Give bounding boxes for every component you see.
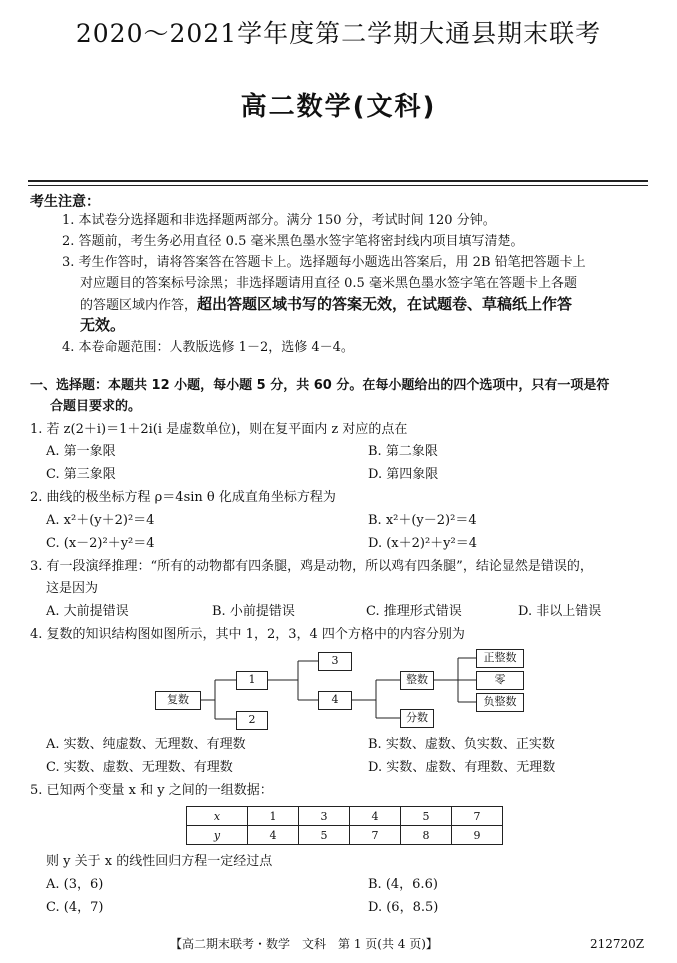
q2-option-b: B. x²＋(y－2)²＝4: [368, 513, 477, 528]
q4-option-c: C. 实数、虚数、无理数、有理数: [46, 760, 233, 775]
q5-data-table: [186, 806, 503, 845]
diagram-box-3: 3: [318, 652, 352, 671]
diagram-box-negative-integer: 负整数: [476, 693, 524, 712]
notice-item-3-cont2: [80, 294, 572, 316]
q3-option-c: C. 推理形式错误: [366, 604, 462, 619]
notice-item-2: 2. 答题前，考生务必用直径 0.5 毫米黑色墨水签字笔将密封线内项目填写清楚。: [62, 234, 524, 249]
q3-option-b: B. 小前提错误: [212, 604, 295, 619]
diagram-box-4: 4: [318, 691, 352, 710]
table-cell: 5: [401, 807, 452, 826]
footer-code: 212720Z: [590, 937, 645, 951]
q5-option-b: B. (4，6.6): [368, 877, 438, 892]
notice-item-3-text: 的答题区域内作答，: [80, 298, 198, 313]
table-row: [187, 807, 503, 826]
diagram-box-1: 1: [236, 671, 268, 690]
q2-option-d: D. (x＋2)²＋y²＝4: [368, 536, 478, 551]
diagram-box-positive-integer: 正整数: [476, 649, 524, 668]
table-row: [187, 826, 503, 845]
table-cell: 8: [401, 826, 452, 845]
q1-option-a: A. 第一象限: [46, 444, 116, 459]
footer-page-info: 【高二期末联考・数学 文科 第 1 页(共 4 页)】: [170, 937, 438, 951]
exam-subtitle: 高二数学(文科): [240, 92, 437, 122]
table-header-x: x: [187, 807, 248, 826]
q1-stem: 1. 若 z(2＋i)＝1＋2i(i 是虚数单位)，则在复平面内 z 对应的点在: [30, 422, 408, 437]
q3-option-a: A. 大前提错误: [46, 604, 129, 619]
q3-stem-cont: 这是因为: [46, 581, 99, 596]
table-header-y: y: [187, 826, 248, 845]
q5-option-c: C. (4，7): [46, 900, 104, 915]
table-cell: 5: [299, 826, 350, 845]
top-rule-thin: [28, 185, 648, 186]
notice-warning-end: 无效。: [80, 316, 126, 334]
notice-warning: 超出答题区域书写的答案无效，在试题卷、草稿纸上作答: [197, 295, 573, 313]
q4-stem: 4. 复数的知识结构图如图所示，其中 1，2，3，4 四个方格中的内容分别为: [30, 627, 465, 642]
diagram-box-root: 复数: [155, 691, 201, 710]
q5-stem: 5. 已知两个变量 x 和 y 之间的一组数据：: [30, 783, 273, 798]
table-cell: 1: [248, 807, 299, 826]
diagram-box-integer: 整数: [400, 671, 434, 690]
q3-option-d: D. 非以上错误: [518, 604, 602, 619]
exam-title: 2020～2021学年度第二学期大通县期末联考: [75, 19, 602, 48]
q4-option-d: D. 实数、虚数、有理数、无理数: [368, 760, 556, 775]
table-cell: 7: [452, 807, 503, 826]
section-heading-cont: 合题目要求的。: [50, 399, 142, 414]
q5-stem-cont: 则 y 关于 x 的线性回归方程一定经过点: [46, 854, 273, 869]
diagram-box-fraction: 分数: [400, 709, 434, 728]
diagram-box-2: 2: [236, 711, 268, 730]
q2-option-a: A. x²＋(y＋2)²＝4: [46, 513, 155, 528]
notice-item-3: 3. 考生作答时，请将答案答在答题卡上。选择题每小题选出答案后，用 2B 铅笔把答题卡上: [62, 255, 586, 270]
top-rule: [28, 180, 648, 182]
table-cell: 4: [350, 807, 401, 826]
q1-option-c: C. 第三象限: [46, 467, 116, 482]
table-cell: 7: [350, 826, 401, 845]
q2-option-c: C. (x－2)²＋y²＝4: [46, 536, 155, 551]
q5-option-a: A. (3，6): [46, 877, 104, 892]
q1-option-b: B. 第二象限: [368, 444, 438, 459]
q2-stem: 2. 曲线的极坐标方程 ρ＝4sin θ 化成直角坐标方程为: [30, 490, 336, 505]
notice-item-4: 4. 本卷命题范围：人教版选修 1－2，选修 4－4。: [62, 340, 354, 355]
notice-heading: 考生注意：: [30, 194, 100, 210]
q5-option-d: D. (6，8.5): [368, 900, 439, 915]
q4-option-a: A. 实数、纯虚数、无理数、有理数: [46, 737, 246, 752]
q1-option-d: D. 第四象限: [368, 467, 439, 482]
notice-item-3-cont: 对应题目的答案标号涂黑；非选择题请用直径 0.5 毫米黑色墨水签字笔在答题卡上各题: [80, 276, 577, 291]
diagram-box-zero: 零: [476, 671, 524, 690]
table-cell: 3: [299, 807, 350, 826]
q3-stem: 3. 有一段演绎推理：“所有的动物都有四条腿，鸡是动物，所以鸡有四条腿”，结论显然是错误的，: [30, 559, 593, 574]
notice-item-1: 1. 本试卷分选择题和非选择题两部分。满分 150 分，考试时间 120 分钟。: [62, 213, 496, 228]
table-cell: 9: [452, 826, 503, 845]
q4-option-b: B. 实数、虚数、负实数、正实数: [368, 737, 555, 752]
table-cell: 4: [248, 826, 299, 845]
section-heading: 一、选择题：本题共 12 小题，每小题 5 分，共 60 分。在每小题给出的四个选项中，只有一项是符: [30, 378, 610, 393]
